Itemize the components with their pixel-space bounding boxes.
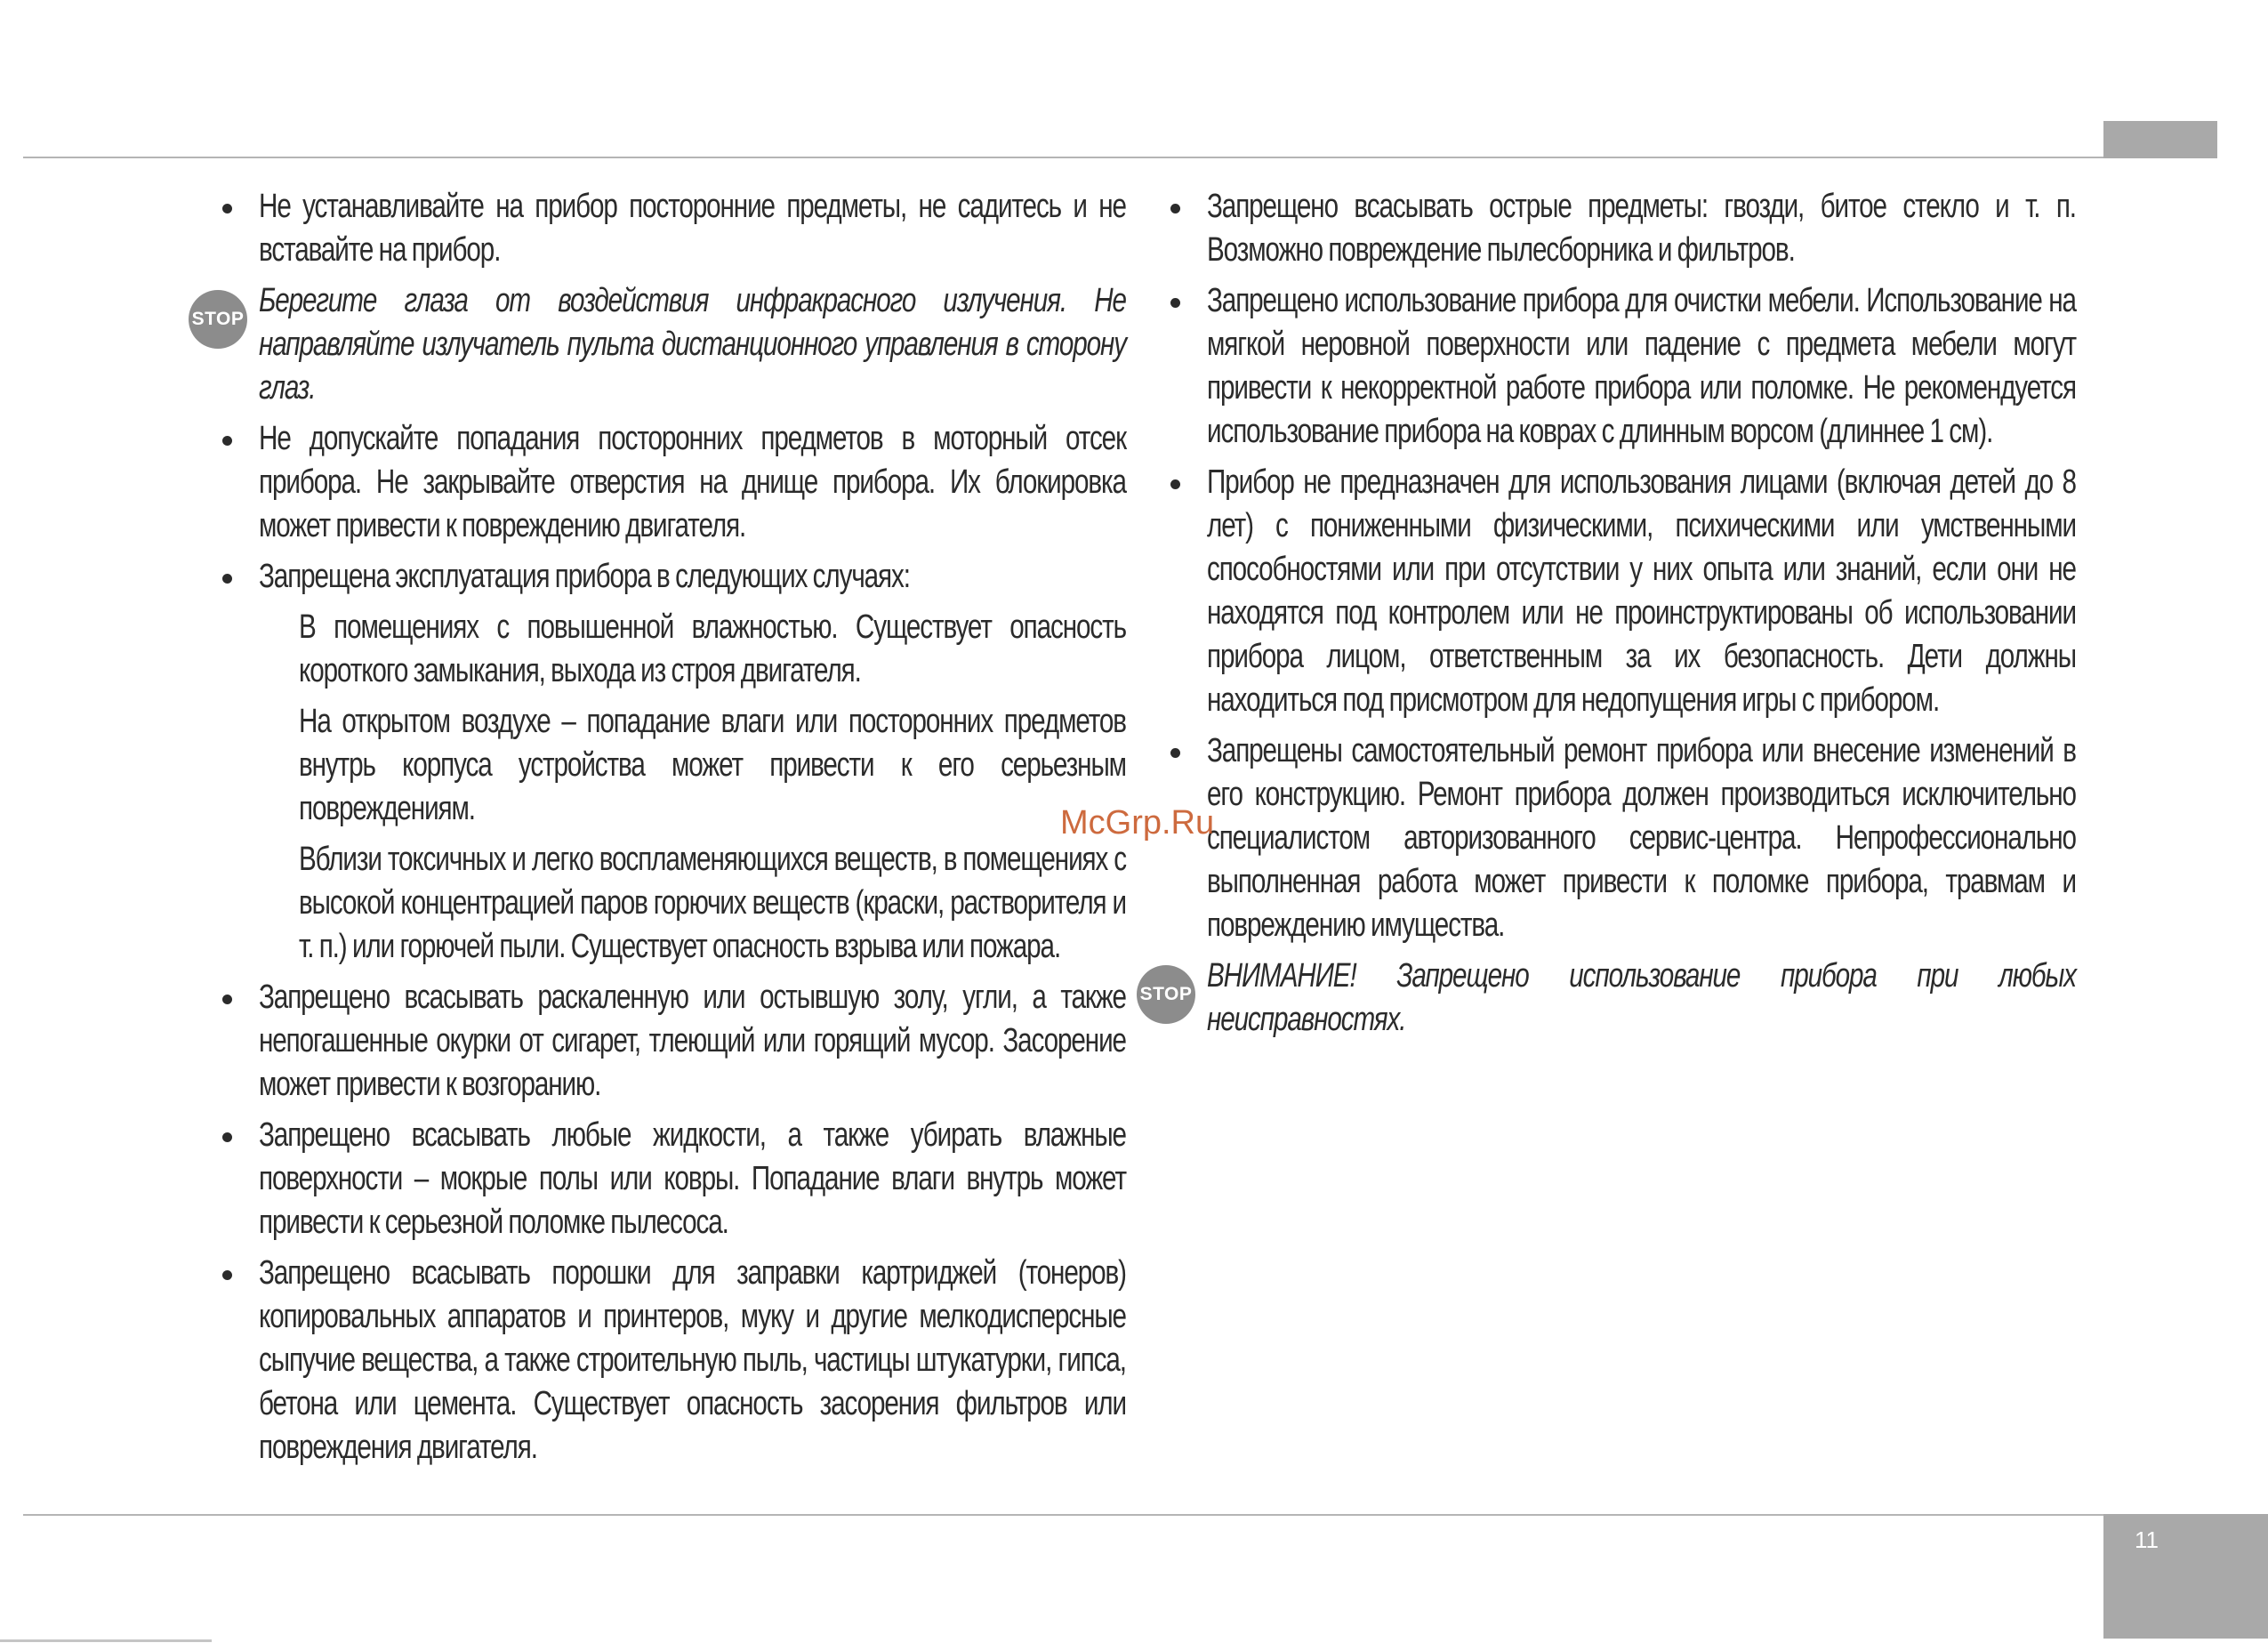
stop-warning-text: ВНИМАНИЕ! Запрещено использование прибора при любых неисправностях. bbox=[1207, 957, 2076, 1038]
sub-item bbox=[222, 838, 1126, 969]
footer-rule bbox=[23, 1514, 2268, 1516]
list-item-text: Запрещено всасывать острые предметы: гвозди, битое стекло и т. п. Возможно повреждение пылесборника и фильтров. bbox=[1207, 188, 2076, 269]
list-item-text: Запрещено всасывать порошки для заправки картриджей (тонеров) копировальных аппаратов и принтеров, муку и другие мелкодисперсные сыпучие вещества, а также строительную пыль, частицы штукатурки, гипса, бетона или цемента. Существует опасность засорения фильтров или повреждения двигателя. bbox=[259, 1254, 1126, 1466]
stop-icon: STOP bbox=[189, 290, 247, 349]
right-column bbox=[1139, 185, 2076, 1049]
list-item-text: Не допускайте попадания посторонних предметов в моторный отсек прибора. Не закрывайте отверстия на днище прибора. Их блокировка может привести к повреждению двигателя. bbox=[259, 420, 1126, 544]
list-item-text: Запрещена эксплуатация прибора в следующих случаях: bbox=[259, 558, 910, 595]
stop-warning bbox=[1139, 954, 2076, 1042]
list-item bbox=[1170, 279, 2076, 454]
stop-warning-text: Берегите глаза от воздействия инфракрасного излучения. Не направляйте излучатель пульта дистанционного управления в сторону глаз. bbox=[259, 282, 1126, 407]
list-item-text: Не устанавливайте на прибор посторонние предметы, не садитесь и не вставайте на прибор. bbox=[259, 188, 1126, 269]
list-item bbox=[222, 185, 1126, 272]
left-column bbox=[191, 185, 1126, 1477]
list-item-text: Запрещено всасывать любые жидкости, а также убирать влажные поверхности – мокрые полы или ковры. Попадание влаги внутрь может привести к серьезной поломке пылесоса. bbox=[259, 1116, 1126, 1241]
list-item bbox=[222, 976, 1126, 1107]
list-item bbox=[222, 555, 1126, 599]
list-item bbox=[222, 1252, 1126, 1470]
bottom-edge-strip bbox=[0, 1639, 212, 1642]
sub-item-text: В помещениях с повышенной влажностью. Существует опасность короткого замыкания, выхода из строя двигателя. bbox=[299, 608, 1126, 689]
list-item-text: Запрещено использование прибора для очистки мебели. Использование на мягкой неровной поверхности или падение с предмета мебели могут привести к некорректной работе прибора или поломке. Не рекомендуется использование прибора на коврах с длинным ворсом (длиннее 1 см). bbox=[1207, 282, 2076, 450]
list-item bbox=[222, 417, 1126, 548]
list-item-text: Запрещено всасывать раскаленную или остывшую золу, угли, а также непогашенные окурки от сигарет, тлеющий или горящий мусор. Засорение может привести к возгоранию. bbox=[259, 979, 1126, 1103]
sub-item-text: Вблизи токсичных и легко воспламеняющихся веществ, в помещениях с высокой концентрацией паров горючих веществ (краски, растворителя и т. п.) или горючей пыли. Существует опасность взрыва или пожара. bbox=[299, 841, 1126, 965]
list-item-text: Прибор не предназначен для использования лицами (включая детей до 8 лет) с пониженными физическими, психическими или умственными способностями или при отсутствии у них опыта или знаний, если они не находятся под контролем или не проинструктированы об использовании прибора лицом, ответственным за их безопасность. Дети должны находиться под присмотром для недопущения игры с прибором. bbox=[1207, 463, 2076, 719]
header-tab-block bbox=[2103, 121, 2217, 158]
sub-item bbox=[222, 606, 1126, 693]
list-item-text: Запрещены самостоятельный ремонт прибора или внесение изменений в его конструкцию. Ремонт прибора должен производиться исключительно специалистом авторизованного сервис-центра. Непрофессионально выполненная работа может привести к поломке прибора, травмам и повреждению имущества. bbox=[1207, 732, 2076, 944]
watermark: McGrp.Ru bbox=[1060, 804, 1215, 842]
page-number: 11 bbox=[2103, 1514, 2268, 1639]
stop-warning bbox=[191, 279, 1126, 410]
stop-icon: STOP bbox=[1137, 965, 1195, 1024]
list-item bbox=[222, 1114, 1126, 1244]
list-item bbox=[1170, 729, 2076, 947]
header-rule bbox=[23, 157, 2216, 158]
list-item bbox=[1170, 185, 2076, 272]
list-item bbox=[1170, 461, 2076, 722]
sub-item bbox=[222, 700, 1126, 831]
sub-item-text: На открытом воздухе – попадание влаги или посторонних предметов внутрь корпуса устройства может привести к его серьезным повреждениям. bbox=[299, 703, 1126, 827]
